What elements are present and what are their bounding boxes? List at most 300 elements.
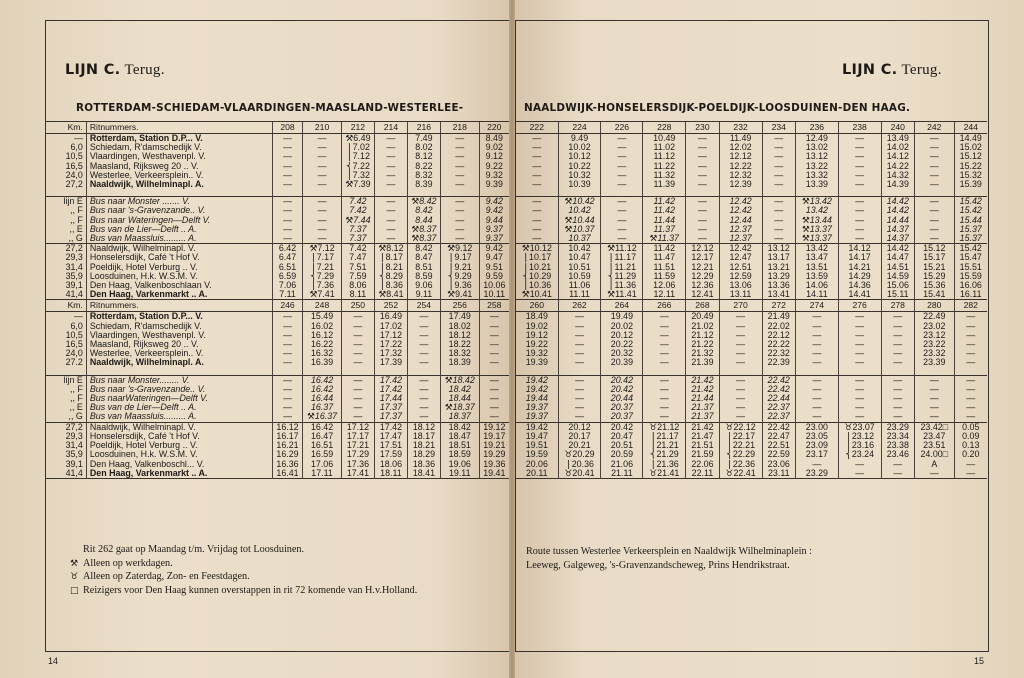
time-cell: — bbox=[558, 312, 601, 322]
table-row bbox=[46, 134, 509, 144]
time-cell: — bbox=[719, 394, 762, 403]
time-cell: 19.29 bbox=[479, 450, 509, 459]
route-title: ROTTERDAM-SCHIEDAM-VLAARDINGEN-MAASLAND-WESTERLEE- bbox=[76, 102, 464, 114]
header-row bbox=[516, 300, 987, 312]
time-cell: 14.12 bbox=[881, 152, 915, 161]
time-cell: — bbox=[407, 358, 440, 367]
footnote bbox=[70, 585, 417, 596]
time-cell: 12.29 bbox=[686, 272, 720, 281]
time-cell: — bbox=[954, 358, 987, 367]
time-cell: 23.02 bbox=[915, 322, 954, 331]
time-cell: 12.59 bbox=[719, 272, 762, 281]
time-cell: 18.42 bbox=[440, 385, 479, 394]
time-cell: — bbox=[719, 349, 762, 358]
time-cell: 20.12 bbox=[601, 331, 643, 340]
time-cell: ⎪22.21 bbox=[719, 441, 762, 450]
time-cell: ⚒7.44 bbox=[341, 216, 374, 225]
time-cell: — bbox=[954, 375, 987, 385]
time-cell: 22.37 bbox=[762, 412, 796, 422]
time-cell: — bbox=[407, 375, 440, 385]
time-cell: 14.06 bbox=[796, 281, 839, 290]
time-cell: 11.42 bbox=[643, 244, 686, 254]
time-cell: — bbox=[762, 171, 796, 180]
time-cell: 21.47 bbox=[686, 432, 720, 441]
table-row bbox=[46, 290, 509, 300]
time-cell: 20.47 bbox=[601, 432, 643, 441]
header-row bbox=[516, 122, 987, 134]
time-cell: 224 bbox=[558, 122, 601, 134]
stop-cell: Den Haag, Valkenboschl... V. bbox=[86, 460, 272, 469]
time-cell: ⎨7.29 bbox=[303, 272, 342, 281]
table-row bbox=[46, 340, 509, 349]
time-cell: — bbox=[881, 460, 915, 469]
time-cell: 19.32 bbox=[525, 349, 548, 359]
time-cell: — bbox=[407, 412, 440, 422]
km-cell: 16,5 bbox=[65, 161, 83, 171]
time-cell: — bbox=[796, 312, 839, 322]
bus-connection-row bbox=[46, 234, 509, 244]
stop-cell: Bus naar Monster ....... V. bbox=[86, 197, 272, 207]
time-cell: ⚒10.12 bbox=[516, 244, 558, 254]
time-cell: — bbox=[272, 225, 302, 234]
time-cell: ♉22.12 bbox=[719, 422, 762, 432]
time-cell: — bbox=[440, 216, 479, 225]
footnote-symbol-icon: □ bbox=[70, 585, 79, 596]
time-cell: 9.44 bbox=[479, 216, 509, 225]
table-row bbox=[516, 143, 987, 152]
time-cell: 13.59 bbox=[796, 272, 839, 281]
time-cell: 278 bbox=[881, 300, 915, 312]
time-cell: — bbox=[686, 197, 720, 207]
time-cell: 250 bbox=[341, 300, 374, 312]
time-cell: 7.06 bbox=[272, 281, 302, 290]
table-row bbox=[46, 312, 509, 322]
time-cell: 17.12 bbox=[341, 422, 374, 432]
time-cell: — bbox=[838, 385, 881, 394]
time-cell: — bbox=[341, 412, 374, 422]
time-cell: 20.12 bbox=[558, 422, 601, 432]
time-cell: — bbox=[558, 403, 601, 412]
time-cell: 18.36 bbox=[407, 460, 440, 469]
time-cell: — bbox=[643, 312, 686, 322]
time-cell: ⎫11.17 bbox=[601, 253, 643, 262]
time-cell: 23.09 bbox=[796, 441, 839, 450]
time-cell: ⎨10.29 bbox=[522, 271, 552, 281]
time-cell: 14.37 bbox=[881, 234, 915, 244]
time-cell: ⎫7.17 bbox=[303, 253, 342, 262]
time-cell: 20.42 bbox=[601, 422, 643, 432]
time-cell: 23.29 bbox=[796, 469, 839, 479]
time-cell: — bbox=[479, 349, 509, 358]
time-cell: 19.42 bbox=[525, 384, 548, 394]
time-cell: — bbox=[558, 322, 601, 331]
km-cell: 35,9 bbox=[65, 450, 83, 460]
km-cell: 6,0 bbox=[70, 143, 83, 153]
time-cell: 12.22 bbox=[719, 162, 762, 171]
time-cell: — bbox=[762, 134, 796, 144]
bus-connection-row bbox=[46, 216, 509, 225]
time-cell: — bbox=[272, 331, 302, 340]
time-cell: ⚒16.37 bbox=[303, 412, 342, 422]
time-cell: ⎨8.29 bbox=[374, 272, 407, 281]
time-cell: 13.42 bbox=[796, 244, 839, 254]
time-cell: 19.51 bbox=[525, 441, 548, 451]
time-cell: 12.49 bbox=[796, 134, 839, 144]
time-cell: — bbox=[686, 143, 720, 152]
time-cell: — bbox=[272, 234, 302, 244]
row-spacer bbox=[516, 189, 987, 197]
time-cell: 6.42 bbox=[272, 244, 302, 254]
time-cell: ⎫7.02 bbox=[341, 143, 374, 152]
stop-cell: Naaldwijk, Wilhelminapl. V. bbox=[86, 422, 272, 432]
time-cell: — bbox=[915, 412, 954, 422]
time-cell: 9.02 bbox=[479, 143, 509, 152]
time-cell: 23.05 bbox=[796, 432, 839, 441]
time-cell: — bbox=[881, 469, 915, 479]
time-cell: 0.13 bbox=[954, 441, 987, 450]
table-row bbox=[46, 180, 509, 189]
time-cell: — bbox=[838, 216, 881, 225]
time-cell: 15.39 bbox=[954, 180, 987, 189]
time-cell: — bbox=[407, 331, 440, 340]
time-cell: 15.21 bbox=[915, 263, 954, 272]
time-cell: 220 bbox=[479, 122, 509, 134]
time-cell: — bbox=[479, 312, 509, 322]
time-cell: 14.49 bbox=[954, 134, 987, 144]
time-cell: 18.22 bbox=[440, 340, 479, 349]
time-cell: — bbox=[719, 412, 762, 422]
time-cell: — bbox=[915, 225, 954, 234]
time-cell: — bbox=[762, 152, 796, 161]
time-cell: 19.44 bbox=[525, 394, 548, 404]
table-row bbox=[516, 312, 987, 322]
stop-cell: Schiedam, R'damschedijk V. bbox=[86, 143, 272, 152]
time-cell: 10.59 bbox=[558, 272, 601, 281]
time-cell: — bbox=[601, 143, 643, 152]
time-cell: 11.11 bbox=[558, 290, 601, 300]
table-row bbox=[516, 460, 987, 469]
time-cell: 21.51 bbox=[686, 441, 720, 450]
time-cell: — bbox=[762, 197, 796, 207]
time-cell: ♉21.12 bbox=[643, 422, 686, 432]
table-row bbox=[516, 281, 987, 290]
time-cell: 21.42 bbox=[686, 385, 720, 394]
time-cell: 19.42 bbox=[516, 375, 558, 385]
time-cell: — bbox=[479, 340, 509, 349]
time-cell: — bbox=[838, 171, 881, 180]
time-cell: 11.42 bbox=[643, 197, 686, 207]
time-cell: ⎪11.21 bbox=[601, 263, 643, 272]
time-cell: 13.06 bbox=[719, 281, 762, 290]
time-cell: — bbox=[601, 152, 643, 161]
time-cell: — bbox=[915, 234, 954, 244]
time-cell: 15.44 bbox=[954, 216, 987, 225]
time-cell: 23.51 bbox=[915, 441, 954, 450]
time-cell: — bbox=[915, 469, 954, 479]
time-cell: 23.34 bbox=[881, 432, 915, 441]
time-cell: 16.29 bbox=[272, 450, 302, 459]
time-cell: — bbox=[532, 152, 542, 162]
time-cell: — bbox=[479, 394, 509, 403]
time-cell: 10.47 bbox=[558, 253, 601, 262]
time-cell: 21.49 bbox=[762, 312, 796, 322]
time-cell: — bbox=[643, 403, 686, 412]
time-cell: — bbox=[532, 170, 542, 180]
time-cell: 19.11 bbox=[440, 469, 479, 479]
time-cell: 14.41 bbox=[838, 290, 881, 300]
table-row bbox=[46, 244, 509, 254]
time-cell: 7.51 bbox=[341, 263, 374, 272]
time-cell: 23.32 bbox=[915, 349, 954, 358]
time-cell: — bbox=[838, 322, 881, 331]
table-row bbox=[516, 171, 987, 180]
time-cell: 19.17 bbox=[479, 432, 509, 441]
time-cell: — bbox=[272, 197, 302, 207]
time-cell: 226 bbox=[601, 122, 643, 134]
time-cell: 12.12 bbox=[686, 244, 720, 254]
time-cell: — bbox=[838, 394, 881, 403]
km-cell: Km. bbox=[46, 122, 86, 134]
bus-connection-row bbox=[46, 394, 509, 403]
time-cell: 13.39 bbox=[796, 180, 839, 189]
stop-cell: Westerlee, Verkeersplein.. V. bbox=[86, 349, 272, 358]
time-cell: 22.39 bbox=[762, 358, 796, 367]
time-cell: 16.42 bbox=[303, 422, 342, 432]
km-cell: 31,4 bbox=[65, 262, 83, 272]
stop-cell: Bus naarWateringen—Delft V. bbox=[86, 394, 272, 403]
time-cell: ⎪9.21 bbox=[440, 263, 479, 272]
time-cell: 21.37 bbox=[686, 412, 720, 422]
time-cell: 20.37 bbox=[601, 403, 643, 412]
time-cell: 12.41 bbox=[686, 290, 720, 300]
time-cell: 276 bbox=[838, 300, 881, 312]
time-cell: ⎨11.29 bbox=[601, 272, 643, 281]
time-cell: 11.37 bbox=[643, 225, 686, 234]
time-cell: — bbox=[341, 322, 374, 331]
time-cell: — bbox=[407, 322, 440, 331]
km-cell: 24,0 bbox=[65, 170, 83, 180]
time-cell: 14.42 bbox=[881, 206, 915, 215]
time-cell: 16.41 bbox=[272, 469, 302, 479]
time-cell: 19.41 bbox=[479, 469, 509, 479]
time-cell: — bbox=[558, 349, 601, 358]
time-cell: — bbox=[762, 216, 796, 225]
time-cell: 15.22 bbox=[954, 162, 987, 171]
time-cell: — bbox=[796, 412, 839, 422]
time-cell: — bbox=[558, 358, 601, 367]
time-cell: 17.59 bbox=[374, 450, 407, 459]
time-cell: 15.51 bbox=[954, 263, 987, 272]
time-cell: 17.47 bbox=[374, 432, 407, 441]
time-cell: 8.51 bbox=[407, 263, 440, 272]
time-cell: 8.42 bbox=[407, 244, 440, 254]
time-cell: ⚒13.44 bbox=[796, 216, 839, 225]
stop-cell: Honselersdijk, Café 't Hof V. bbox=[86, 253, 272, 262]
time-cell: 21.32 bbox=[686, 349, 720, 358]
time-cell: 8.44 bbox=[407, 216, 440, 225]
time-cell: — bbox=[881, 385, 915, 394]
time-cell: 15.11 bbox=[881, 290, 915, 300]
time-cell: — bbox=[272, 322, 302, 331]
time-cell: ⎪10.36 bbox=[522, 281, 552, 291]
stop-cell: Bus naar Monster........ V. bbox=[86, 375, 272, 385]
time-cell: 14.02 bbox=[881, 143, 915, 152]
table-row bbox=[46, 162, 509, 171]
table-row bbox=[516, 272, 987, 281]
time-cell: 14.12 bbox=[838, 244, 881, 254]
time-cell: — bbox=[719, 403, 762, 412]
time-cell: 16.06 bbox=[954, 281, 987, 290]
time-cell: 20.59 bbox=[601, 450, 643, 459]
time-cell: 21.42 bbox=[686, 375, 720, 385]
footnote bbox=[526, 560, 790, 571]
time-cell: — bbox=[601, 162, 643, 171]
footnote-text: Alleen op Zaterdag, Zon- en Feestdagen. bbox=[83, 571, 250, 582]
time-cell: ⎪10.21 bbox=[522, 262, 552, 272]
time-cell: 270 bbox=[719, 300, 762, 312]
time-cell: 236 bbox=[796, 122, 839, 134]
time-cell: — bbox=[881, 403, 915, 412]
time-cell: 10.12 bbox=[558, 152, 601, 161]
time-cell: — bbox=[915, 216, 954, 225]
time-cell: 10.02 bbox=[558, 143, 601, 152]
time-cell: — bbox=[272, 412, 302, 422]
time-cell: 10.22 bbox=[558, 162, 601, 171]
time-cell: 9.06 bbox=[407, 281, 440, 290]
time-cell: 9.59 bbox=[479, 272, 509, 281]
time-cell: — bbox=[838, 358, 881, 367]
km-cell: 27,2 bbox=[65, 180, 83, 190]
time-cell: 20.44 bbox=[601, 394, 643, 403]
time-cell: — bbox=[796, 385, 839, 394]
table-row bbox=[516, 152, 987, 161]
time-cell: — bbox=[272, 403, 302, 412]
time-cell: 6.51 bbox=[272, 263, 302, 272]
time-cell: — bbox=[272, 349, 302, 358]
time-cell: — bbox=[915, 385, 954, 394]
table-row bbox=[516, 441, 987, 450]
time-cell: 214 bbox=[374, 122, 407, 134]
time-cell: 274 bbox=[796, 300, 839, 312]
table-row bbox=[516, 134, 987, 144]
time-cell: — bbox=[838, 469, 881, 479]
km-cell: lijn E bbox=[46, 375, 86, 385]
time-cell: — bbox=[272, 375, 302, 385]
stop-cell: Schiedam, R'damschedijk V. bbox=[86, 322, 272, 331]
time-cell: ⚒9.12 bbox=[440, 244, 479, 254]
table-row bbox=[46, 460, 509, 469]
time-cell: 22.06 bbox=[686, 460, 720, 469]
time-cell: 19.12 bbox=[525, 330, 548, 340]
time-cell: — bbox=[796, 394, 839, 403]
time-cell: 21.59 bbox=[686, 450, 720, 459]
km-cell: ,, E bbox=[69, 224, 83, 234]
time-cell: — bbox=[762, 225, 796, 234]
time-cell: 23.17 bbox=[796, 450, 839, 459]
time-cell: 14.51 bbox=[881, 263, 915, 272]
time-cell: 6.47 bbox=[272, 253, 302, 262]
time-cell: 22.44 bbox=[762, 394, 796, 403]
time-cell: — bbox=[440, 225, 479, 234]
time-cell: — bbox=[915, 180, 954, 189]
time-cell: 17.42 bbox=[374, 385, 407, 394]
time-cell: 280 bbox=[915, 300, 954, 312]
time-cell: — bbox=[374, 180, 407, 189]
time-cell: 18.49 bbox=[525, 311, 548, 322]
time-cell: — bbox=[601, 234, 643, 244]
time-cell: — bbox=[796, 349, 839, 358]
time-cell: 228 bbox=[643, 122, 686, 134]
time-cell: 15.47 bbox=[954, 253, 987, 262]
time-cell: ⎪20.36 bbox=[558, 460, 601, 469]
table-row bbox=[516, 162, 987, 171]
table-row bbox=[46, 272, 509, 281]
time-cell: — bbox=[643, 349, 686, 358]
km-cell: 29,3 bbox=[65, 431, 83, 441]
time-cell: 12.32 bbox=[719, 171, 762, 180]
time-cell: 15.12 bbox=[915, 244, 954, 254]
time-cell: 216 bbox=[407, 122, 440, 134]
km-cell: lijn E bbox=[46, 197, 86, 207]
time-cell: — bbox=[272, 385, 302, 394]
time-cell: — bbox=[479, 322, 509, 331]
time-cell: 210 bbox=[303, 122, 342, 134]
time-cell: 22.47 bbox=[762, 432, 796, 441]
time-cell: 14.47 bbox=[881, 253, 915, 262]
table-row bbox=[46, 253, 509, 262]
time-cell: — bbox=[532, 234, 542, 244]
time-cell: 14.42 bbox=[881, 197, 915, 207]
time-cell: 10.42 bbox=[558, 244, 601, 254]
time-cell: 11.49 bbox=[719, 134, 762, 144]
time-cell: ⚒10.42 bbox=[558, 197, 601, 207]
time-cell: 15.42 bbox=[954, 197, 987, 207]
time-cell: — bbox=[719, 312, 762, 322]
footnote-symbol-icon: ♉ bbox=[70, 572, 79, 582]
time-cell: 14.32 bbox=[881, 171, 915, 180]
time-cell: 12.51 bbox=[719, 263, 762, 272]
time-cell: 13.32 bbox=[796, 171, 839, 180]
timetable-left bbox=[46, 121, 509, 479]
time-cell: 17.42 bbox=[374, 422, 407, 432]
km-cell: ,, E bbox=[69, 403, 83, 413]
time-cell: — bbox=[954, 322, 987, 331]
time-cell: 16.49 bbox=[374, 312, 407, 322]
time-cell: 24.00□ bbox=[915, 450, 954, 459]
time-cell: — bbox=[915, 394, 954, 403]
time-cell: — bbox=[954, 460, 987, 469]
time-cell: 19.49 bbox=[601, 312, 643, 322]
time-cell: 18.37 bbox=[440, 412, 479, 422]
time-cell: 21.02 bbox=[686, 322, 720, 331]
time-cell: 9.42 bbox=[479, 206, 509, 215]
time-cell: 21.39 bbox=[686, 358, 720, 367]
time-cell: 16.11 bbox=[954, 290, 987, 300]
time-cell: 19.02 bbox=[525, 321, 548, 331]
time-cell: 13.22 bbox=[796, 162, 839, 171]
time-cell: 12.21 bbox=[686, 263, 720, 272]
time-cell: — bbox=[838, 312, 881, 322]
km-cell: ,, G bbox=[68, 234, 83, 244]
time-cell: ⚒13.37 bbox=[796, 234, 839, 244]
time-cell: ⚒7.39 bbox=[341, 180, 374, 189]
time-cell: 7.42 bbox=[341, 244, 374, 254]
time-cell: 17.32 bbox=[374, 349, 407, 358]
time-cell: 11.44 bbox=[643, 216, 686, 225]
stop-cell: Naaldwijk, Wilhelminapl. A. bbox=[86, 180, 272, 189]
time-cell: 15.37 bbox=[954, 234, 987, 244]
time-cell: — bbox=[558, 412, 601, 422]
